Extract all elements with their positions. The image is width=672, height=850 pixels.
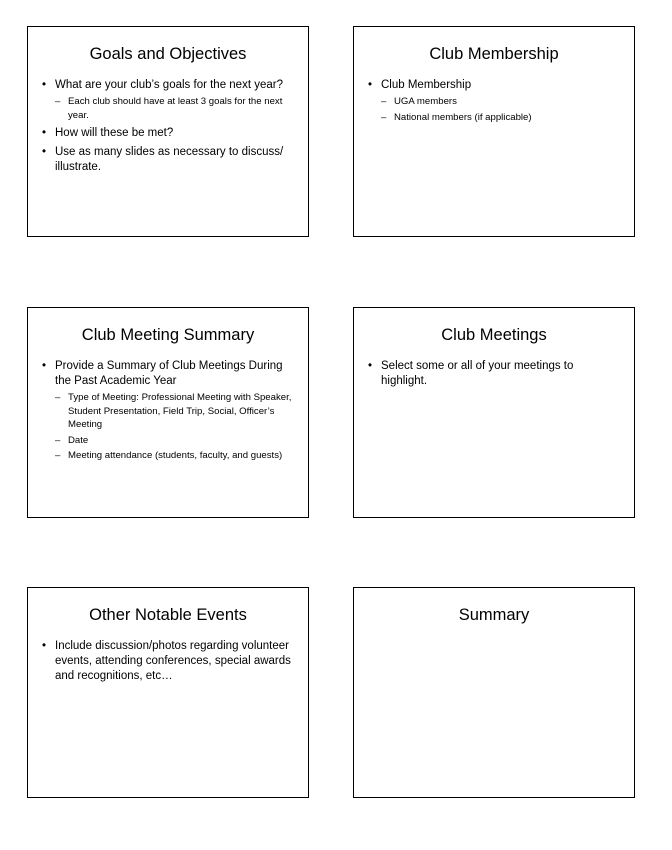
bullet-list: [42, 78, 294, 175]
bullet-text: Include discussion/photos regarding volunteer events, attending conferences, special awards and recognitions, etc…: [55, 640, 291, 682]
slide-club-meetings: [353, 307, 635, 518]
bullet-item: [42, 145, 294, 175]
bullet-item: [42, 359, 294, 463]
sub-bullet-item: – Type of Meeting: Professional Meeting with Speaker, Student Presentation, Field Trip, Social, Officer’s Meeting: [55, 391, 294, 432]
slide-title: Club Meetings: [441, 326, 547, 344]
sub-bullet-item: – UGA members: [381, 95, 620, 109]
bullet-text: Use as many slides as necessary to discuss/ illustrate.: [55, 146, 284, 173]
slide-title: Other Notable Events: [89, 606, 247, 624]
sub-bullet-item: – National members (if applicable): [381, 111, 620, 125]
sub-bullet-item: – Each club should have at least 3 goals for the next year.: [55, 95, 294, 122]
bullet-list: [42, 639, 294, 684]
bullet-list: [368, 78, 620, 124]
bullet-item: [42, 639, 294, 684]
sub-bullet-list: [55, 391, 294, 463]
bullet-item: [368, 359, 620, 389]
sub-bullet-item: – Date: [55, 434, 294, 448]
bullet-item: [368, 78, 620, 124]
slide-title: Club Membership: [429, 45, 559, 63]
bullet-item: [42, 78, 294, 122]
bullet-text: What are your club’s goals for the next year?: [55, 79, 283, 91]
bullet-item: [42, 126, 294, 141]
bullet-text: Club Membership: [381, 79, 472, 91]
sub-bullet-list: [55, 95, 294, 122]
sub-bullet-list: [381, 95, 620, 124]
slide-title: Summary: [458, 606, 530, 624]
bullet-text: Select some or all of your meetings to highlight.: [381, 360, 574, 387]
slide-goals-and-objectives: [27, 26, 309, 237]
slide-summary: [353, 587, 635, 798]
slide-club-meeting-summary: [27, 307, 309, 518]
bullet-list: [42, 359, 294, 463]
slide-title: Club Meeting Summary: [81, 326, 255, 344]
bullet-text: Provide a Summary of Club Meetings During the Past Academic Year: [55, 360, 283, 387]
slide-title: Goals and Objectives: [89, 45, 247, 63]
bullet-text: How will these be met?: [55, 127, 174, 139]
slide-club-membership: [353, 26, 635, 237]
bullet-list: [368, 359, 620, 389]
slide-other-notable-events: [27, 587, 309, 798]
sub-bullet-item: – Meeting attendance (students, faculty, and guests): [55, 449, 294, 463]
